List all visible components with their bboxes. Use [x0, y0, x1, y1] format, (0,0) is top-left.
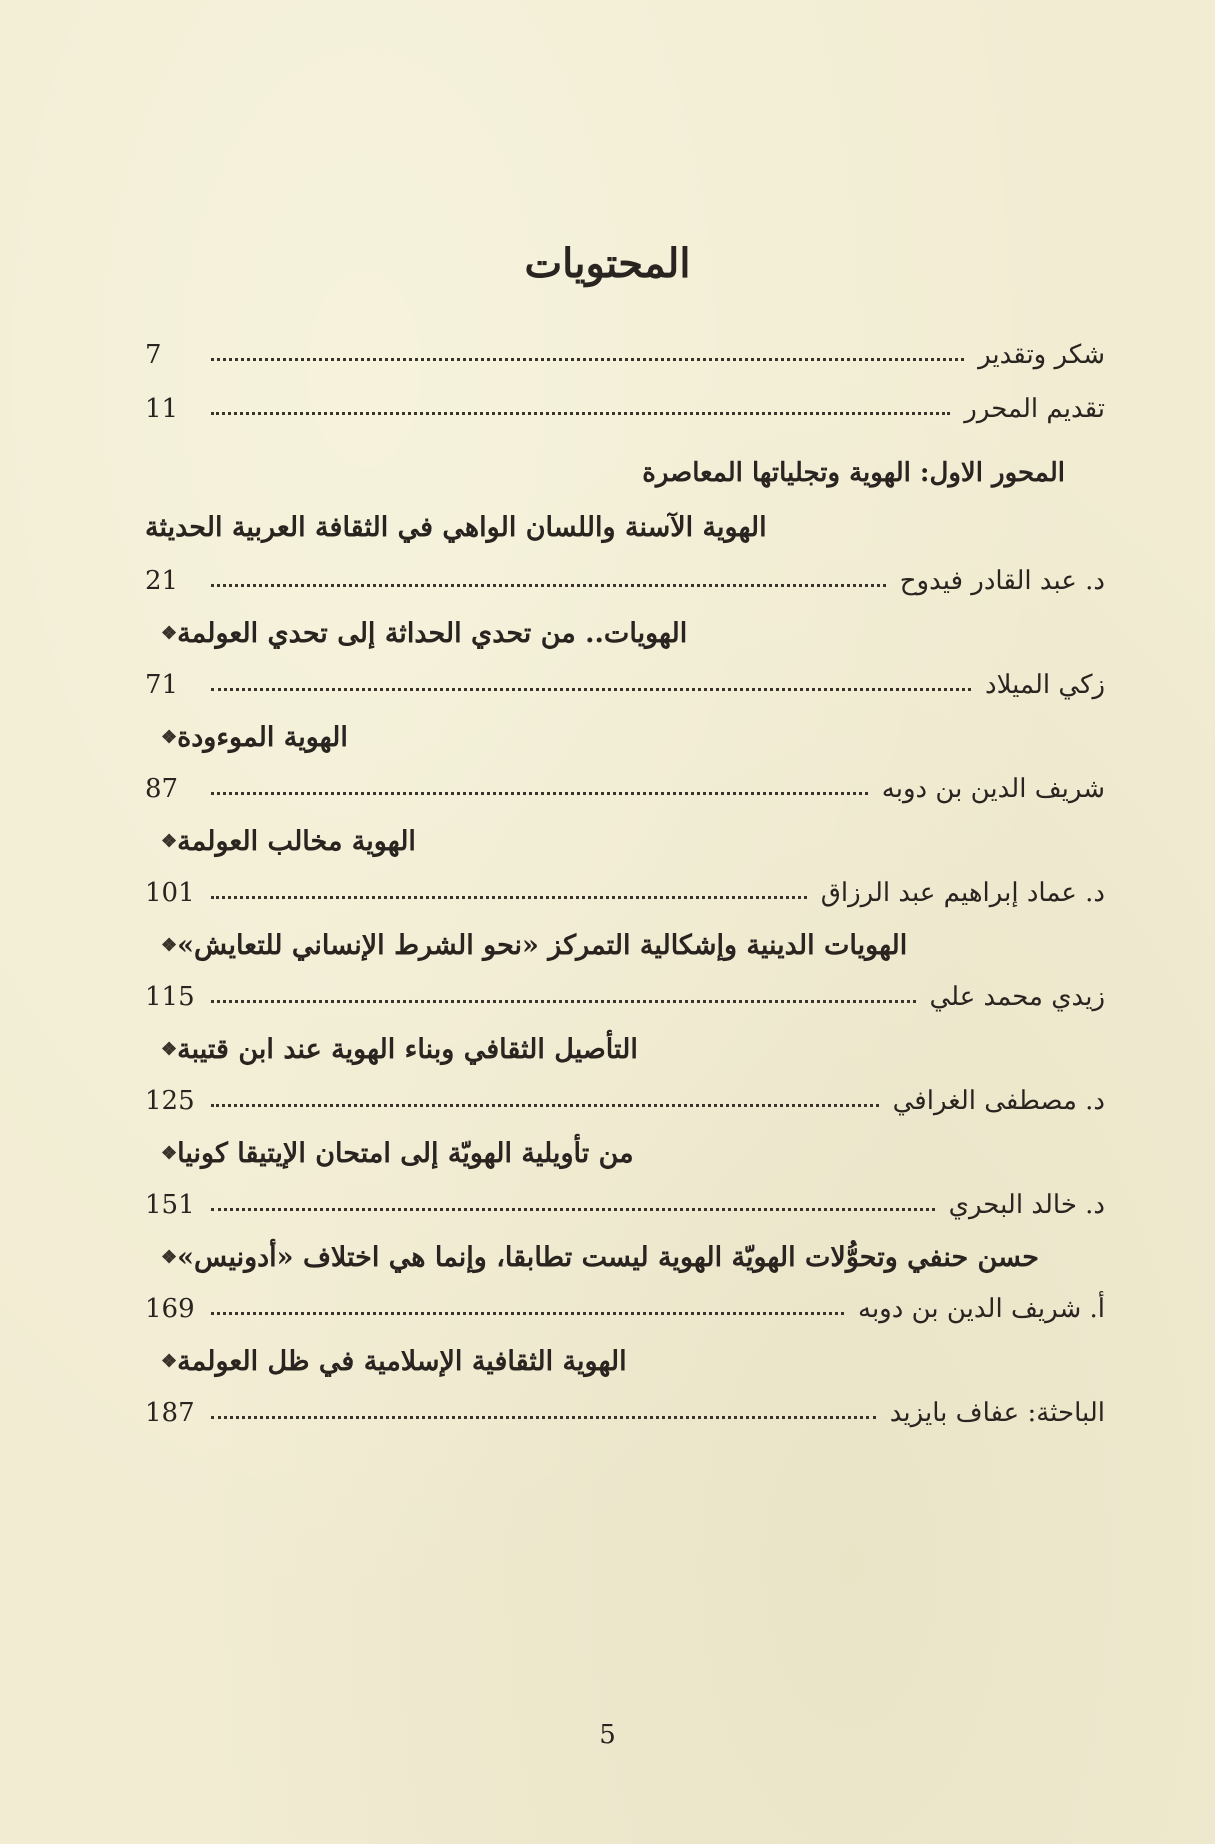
leader-dots [211, 1103, 879, 1107]
article-author: د. مصطفى الغرافي [892, 1086, 1105, 1116]
leader-dots [211, 357, 964, 361]
toc-entry-acknowledgements[interactable] [145, 330, 1105, 370]
article-author: د. خالد البحري [948, 1190, 1105, 1220]
article-title[interactable] [145, 826, 1105, 857]
toc-entry-editor-introduction[interactable] [145, 384, 1105, 424]
article-title-text: الهوية الثقافية الإسلامية في ظل العولمة [177, 1346, 627, 1377]
page-number: 71 [145, 670, 179, 700]
leader-dots [211, 1207, 935, 1211]
article-title[interactable] [145, 930, 1105, 961]
leader-dots [211, 895, 807, 899]
article-byline[interactable] [145, 764, 1105, 804]
page-number: 101 [145, 878, 195, 908]
article-author: زكي الميلاد [985, 670, 1105, 700]
page-number: 21 [145, 566, 179, 596]
page-number: 169 [145, 1294, 195, 1324]
article-title-text: الهوية مخالب العولمة [177, 826, 416, 857]
page-number: 7 [145, 340, 162, 370]
page-number-footer: 5 [599, 1720, 616, 1750]
diamond-bullet-icon: ❖ [161, 935, 178, 956]
entry-label: شكر وتقدير [978, 340, 1105, 370]
leader-dots [211, 999, 916, 1003]
article-byline[interactable] [145, 556, 1105, 596]
page-title: المحتويات [524, 240, 691, 287]
page-number: 125 [145, 1086, 195, 1116]
article-title[interactable] [145, 1346, 1105, 1377]
article-title-text: التأصيل الثقافي وبناء الهوية عند ابن قتيبة [177, 1034, 638, 1065]
diamond-bullet-icon: ❖ [161, 1247, 178, 1268]
article-author: د. عبد القادر فيدوح [899, 566, 1105, 596]
diamond-bullet-icon: ❖ [161, 1351, 178, 1372]
article-title-text: حسن حنفي وتحوُّلات الهويّة الهوية ليست تطابقا، وإنما هي اختلاف «أدونيس» [177, 1242, 1039, 1273]
article-byline[interactable] [145, 660, 1105, 700]
page-number: 151 [145, 1190, 195, 1220]
article-title-text: من تأويلية الهويّة إلى امتحان الإيتيقا كونيا [177, 1138, 634, 1169]
article-byline[interactable] [145, 972, 1105, 1012]
article-title[interactable] [145, 512, 1105, 543]
article-byline[interactable] [145, 1180, 1105, 1220]
article-byline[interactable] [145, 868, 1105, 908]
article-author: الباحثة: عفاف بايزيد [889, 1398, 1105, 1428]
article-title[interactable] [145, 722, 1105, 753]
article-author: زيدي محمد علي [929, 982, 1105, 1012]
page-number: 115 [145, 982, 195, 1012]
diamond-bullet-icon: ❖ [161, 831, 178, 852]
diamond-bullet-icon: ❖ [161, 623, 178, 644]
article-title-text: الهويات.. من تحدي الحداثة إلى تحدي العولمة [177, 618, 688, 649]
article-title[interactable] [145, 1034, 1105, 1065]
article-title-text: الهوية الآسنة واللسان الواهي في الثقافة العربية الحديثة [145, 512, 767, 543]
diamond-bullet-icon: ❖ [161, 1143, 178, 1164]
article-title[interactable] [145, 1138, 1105, 1169]
article-author: د. عماد إبراهيم عبد الرزاق [820, 878, 1105, 908]
article-byline[interactable] [145, 1284, 1105, 1324]
entry-label: تقديم المحرر [964, 394, 1105, 424]
page-number: 11 [145, 394, 179, 424]
diamond-bullet-icon: ❖ [161, 727, 178, 748]
leader-dots [211, 411, 950, 415]
diamond-bullet-icon: ❖ [161, 1039, 178, 1060]
page-number: 87 [145, 774, 179, 804]
article-title[interactable] [145, 618, 1105, 649]
leader-dots [211, 1415, 876, 1419]
article-author: شريف الدين بن دوبه [881, 774, 1105, 804]
leader-dots [211, 583, 886, 587]
leader-dots [211, 791, 868, 795]
article-byline[interactable] [145, 1076, 1105, 1116]
page-number: 187 [145, 1398, 195, 1428]
section-heading: المحور الاول: الهوية وتجلياتها المعاصرة [642, 458, 1065, 488]
leader-dots [211, 1311, 844, 1315]
article-byline[interactable] [145, 1388, 1105, 1428]
leader-dots [211, 687, 971, 691]
article-title-text: الهوية الموءودة [177, 722, 348, 753]
article-author: أ. شريف الدين بن دوبه [858, 1294, 1105, 1324]
article-title-text: الهويات الدينية وإشكالية التمركز «نحو الشرط الإنساني للتعايش» [177, 930, 908, 961]
article-title[interactable] [145, 1242, 1105, 1273]
